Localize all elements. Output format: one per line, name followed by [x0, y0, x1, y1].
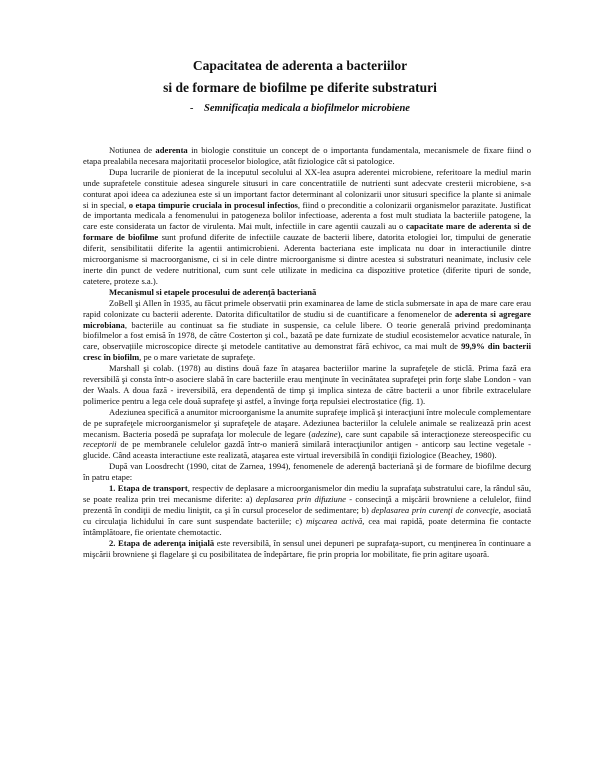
text-run: in biologie constituie un concept de o importanta fundamentala, mecanismele de fixare fiind o etapa prealabila necesara majoritatii proceselor biologice, atât fiziologice cât si patologice. [83, 145, 531, 166]
bold-term: 2. Etapa de aderenţa iniţială [109, 537, 215, 548]
text-run: , respectiv de deplasare a microorganismelor din mediu la suprafaţa substratului care, la rândul său, se poate realiza prin trei mecanisme diferite: a) [83, 483, 531, 504]
subtitle-dash: - [190, 103, 194, 114]
paragraph-zobell-allen [83, 298, 531, 363]
italic-term: adezine [311, 428, 338, 439]
text-run: , pe o mare varietate de suprafeţe. [139, 352, 256, 363]
text-run: de pe membranele celulelor gazdă într-o manieră similară interacţiunilor antigen - anticorp sau lectine vegetale - glucide. Când aceasta interactiune este realizată, ataşarea este virtual ireversibilă în condiţii fiziologice (Beachey, 1980). [83, 439, 531, 461]
text-run: cea mai rapidă, poate determina fie contacte întâmplătoare, fie orientate chemotactic. [83, 515, 532, 537]
text-run: , bacteriile au continuat sa fie studiate in suspensie, ca celule libere. O teorie generală privind predominanța biofilmelor a fost emisă în 1978, de către Costerton şi col., bazată pe date furnizate de studiul ecosistemelor acvatice naturale, în care, observațiile microscopice directe şi metodele cantitative au demonstrat fără echivoc, ca mai mult de [83, 319, 531, 352]
italic-term: receptorii [83, 439, 117, 450]
text-run: - consecinţă a mişcării browniene a celulelor, fiind prezentă în condiţii de mediu liniştit, ca şi în cursul proceselor de sedimentare; b) [83, 494, 531, 515]
text-run: ZoBell şi Allen în 1935, au făcut primele observatii prin examinarea de lame de sticla submersate in apa de mare care erau rapid colonizate cu bacterii aderente. Datorita dificultatilor de studiu si de cuantificare a fenomenelor de [83, 297, 531, 319]
text-run: ), care sunt capabile să interacţioneze stereospecific cu [337, 428, 531, 439]
document-title-line2: si de formare de biofilme pe diferite substraturi [163, 80, 437, 95]
paragraph-stage-initial-adhesion [83, 538, 531, 560]
text-run: Notiunea de [109, 145, 156, 155]
document-body [83, 145, 531, 559]
italic-term: deplasarea prin curenţi de convecţie, [371, 504, 501, 515]
paragraph-specific-adhesion [83, 407, 531, 462]
bold-term: o etapa timpurie cruciala in procesul infectios [128, 199, 298, 210]
text-run: sunt profund diferite de infectiile cauzate de bacterii libere, datorita etologiei lor, timpului de generatie diferit, sensibilitatii diferite la agentii antimicrobieni. Aderenta bacteriana este implicata nu doar in interactiunile dintre microorganisme si macroorganisme, ci si in cele dintre microorganisme si dintre acestea si substraturi neanimate, inclusiv cele inerte din punct de vedere nutritional, cum sunt cele utilizate in medicina ca dispozitive protetice (diferite tipuri de sonde, catetere, proteze s.a.). [83, 232, 531, 286]
italic-term: deplasarea prin difuziune [255, 494, 346, 504]
bold-term: capacitate mare de aderenta si de formare de biofilme [83, 221, 531, 243]
paragraph-stage-transport [83, 483, 531, 538]
bold-term: 1. Etapa de transport [109, 483, 188, 494]
bold-term: aderenta [155, 145, 188, 155]
subtitle-text: Semnificația medicala a biofilmelor microbiene [204, 103, 410, 114]
text-run: , fiind o preconditie a colonizarii organismelor parazitate. Justificat de importanta medicala a fenomenului in patogeneza bolilor infectioase, aderenta a fost mult studiata la bacteriile patogene, la care este considerata un factor de virulenta. Mai mult, infectiile in care agentii cauzali au o [83, 199, 531, 232]
document-subtitle [0, 102, 600, 116]
bold-term: aderenta si agregare microbiana [83, 308, 531, 330]
document-title-line1: Capacitatea de aderenta a bacteriilor [192, 58, 408, 73]
italic-term: mişcarea activă, [306, 515, 365, 526]
text-run: este reversibilă, în sensul unei depuneri pe suprafaţa-suport, cu menţinerea în continuare a mişcării browniene şi flagelare şi cu posibilitatea de îndepărtare, fie prin propria lor mobilitate, fie prin agitare uşoară. [83, 537, 531, 559]
paragraph-pioneering-work [83, 167, 531, 287]
bold-term: 99,9% din bacterii cresc în biofilm [83, 341, 531, 363]
text-run: Dupa lucrarile de pionierat de la inceputul secolului al XX-lea asupra aderentei microbiene, referitoare la mediul marin unde suprafetele constituie adesea singurele situsuri in care concentratiile de nutrienti sunt adecvate cresterii microbiene, s-a conturat apoi ideea ca adeziunea este si un important factor determinant al colonizarii unor situsuri specifice la plante si animale si in special, [83, 166, 531, 210]
section-heading-mechanism: Mecanismul si etapele procesului de aderență bacteriană [109, 286, 317, 297]
paragraph-marshall: Marshall şi colab. (1978) au distins două faze în ataşarea bacteriilor marine la suprafeţele de sticlă. Prima fază era reversibilă şi consta într-o asociere slabă în care bacteriile erau menţinute în vecinătatea suprafeţei prin forţe slabe London - van der Waals. A doua fază - ireversibilă, era dependentă de timp şi implica sinteza de către bacterii a unor fibrile extracelulare polimerice pentru a lega cele două suprafeţe şi astfel, a învinge forţa repulsiei electrostatice (fig. 1). [83, 363, 531, 406]
paragraph-aderenta-notion [83, 145, 531, 167]
text-run: asociată cu circulaţia lichidului în care sunt suspendate bacteriile; c) [83, 504, 532, 526]
text-run: Adeziunea specifică a anumitor microorganisme la anumite suprafeţe implică şi interacţiuni între molecule complementare de pe suprafeţele microorganismelor şi suprafeţele de ataşare. Adeziunea bacteriilor la celulele animale se realizează prin acest mecanism. Bacteria posedă pe suprafaţa lor molecule de legare ( [83, 406, 531, 439]
paragraph-van-loosdrecht: După van Loosdrecht (1990, citat de Zarnea, 1994), fenomenele de aderenţă bacteriană şi de formare de biofilme decurg în patru etape: [83, 461, 531, 483]
